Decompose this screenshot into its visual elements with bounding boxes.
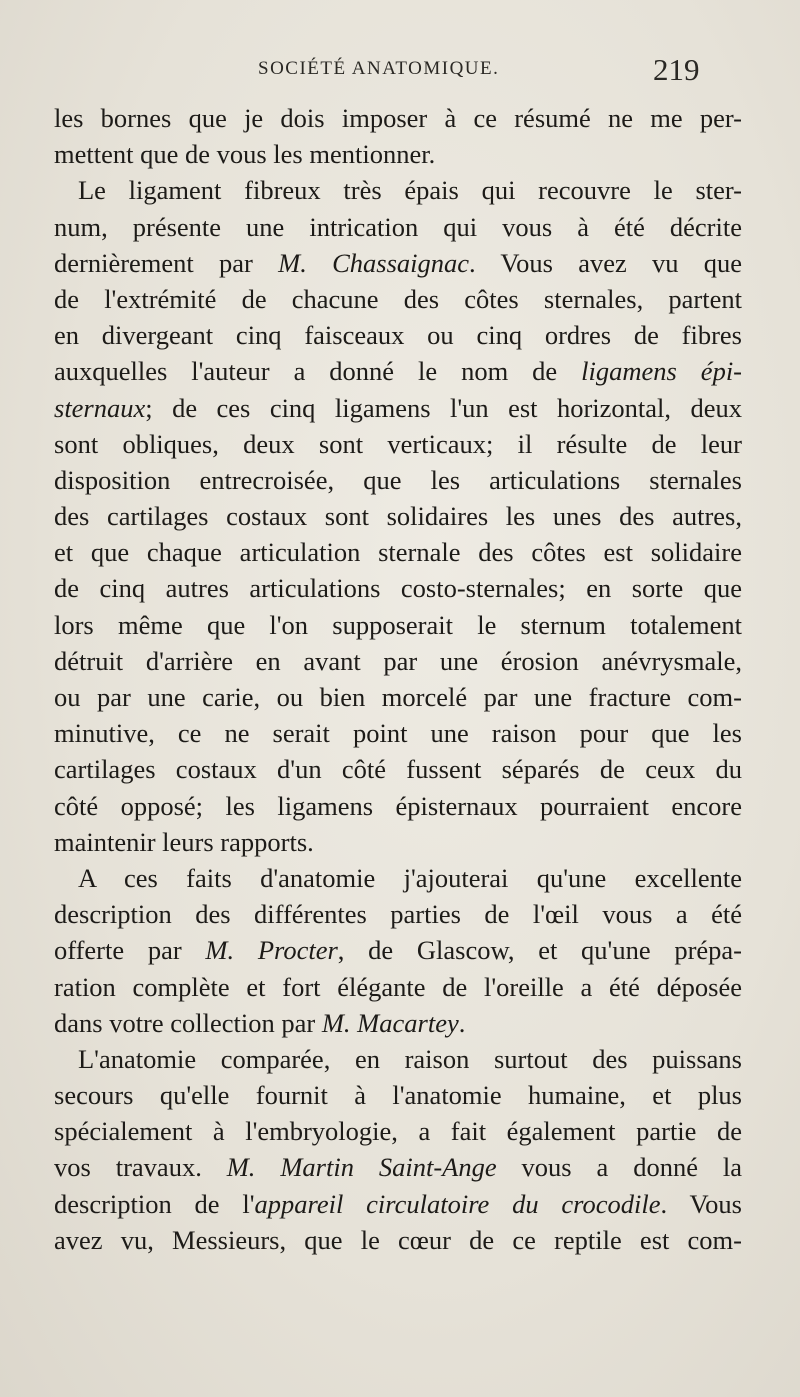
text-span: de l'extrémité de chacune des côtes sternales, partent [54,283,742,314]
text-span: disposition entrecroisée, que les articulations sternales [54,464,742,495]
text-span: A ces faits d'anatomie j'ajouterai qu'une excellente [78,862,742,893]
text-span: des cartilages costaux sont solidaires les unes des autres, [54,501,742,532]
text-line [54,390,742,426]
body-text [54,100,742,1258]
text-line [54,896,742,932]
text-line [54,1149,742,1185]
text-line [54,679,742,715]
text-line [54,426,742,462]
running-head: SOCIÉTÉ ANATOMIQUE. [258,58,500,79]
text-line [54,498,742,534]
text-line [54,788,742,824]
italic-span: M. Martin Saint-Ange [226,1152,497,1183]
text-line [54,715,742,751]
text-line [54,860,742,896]
text-span: vos travaux. [54,1152,227,1183]
text-span: côté opposé; les ligamens épisternaux pourraient encore [54,790,742,821]
text-span: détruit d'arrière en avant par une érosion anévrysmale, [54,645,742,676]
text-line [54,317,742,353]
text-span: dernièrement par [54,247,279,278]
italic-span: ligamens épi- [581,356,742,387]
italic-span: M. Chassaignac [278,247,470,278]
italic-span: sternaux [54,392,146,423]
text-line [54,245,742,281]
text-span: L'anatomie comparée, en raison surtout des puissans [78,1043,742,1074]
text-line [54,751,742,787]
italic-span: appareil circulatoire du crocodile [254,1188,661,1219]
text-span: ration complète et fort élégante de l'oreille a été déposée [54,971,742,1002]
text-line [54,570,742,606]
text-span: . Vous avez vu que [469,247,743,278]
text-line [54,607,742,643]
text-line [54,1005,742,1041]
text-line [54,969,742,1005]
page-number: 219 [653,52,700,87]
text-line [54,1186,742,1222]
text-line [54,172,742,208]
text-span: en divergeant cinq faisceaux ou cinq ordres de fibres [54,320,742,351]
text-span: . [458,1007,466,1038]
text-span: , de Glascow, et qu'une prépa- [337,935,742,966]
text-span: minutive, ce ne serait point une raison pour que les [54,718,742,749]
text-span: avez vu, Messieurs, que le cœur de ce reptile est com- [54,1224,742,1255]
text-span: cartilages costaux d'un côté fussent séparés de ceux du [54,754,742,785]
text-span: sont obliques, deux sont verticaux; il résulte de leur [54,428,742,459]
text-line [54,1041,742,1077]
text-line [54,281,742,317]
text-span: spécialement à l'embryologie, a fait également partie de [54,1116,742,1147]
text-span: description de l' [54,1188,255,1219]
text-span: de cinq autres articulations costo-sternales; en sorte que [54,573,742,604]
text-span: . Vous [660,1188,742,1219]
text-span: Le ligament fibreux très épais qui recouvre le ster- [78,175,742,206]
text-span: dans votre collection par [54,1007,322,1038]
text-span: maintenir leurs rapports. [54,826,314,857]
text-line [54,462,742,498]
text-line [54,932,742,968]
text-line [54,209,742,245]
text-line [54,534,742,570]
text-line [54,1113,742,1149]
italic-span: M. Procter [205,935,338,966]
text-line [54,353,742,389]
text-line [54,1077,742,1113]
text-span: num, présente une intrication qui vous à été décrite [54,211,742,242]
text-span: les bornes que je dois imposer à ce résumé ne me per- [54,103,742,133]
text-span: offerte par [54,935,206,966]
text-line [54,824,742,860]
text-span: ou par une carie, ou bien morcelé par une fracture com- [54,682,742,712]
text-span: vous a donné la [496,1152,742,1183]
text-span: auxquelles l'auteur a donné le nom de [54,356,582,387]
text-line [54,643,742,679]
text-span: et que chaque articulation sternale des côtes est solidaire [54,537,742,568]
text-span: lors même que l'on supposerait le sternum totalement [54,609,742,640]
text-span: mettent que de vous les mentionner. [54,139,436,170]
text-line [54,100,742,136]
text-span: description des différentes parties de l'œil vous a été [54,899,742,930]
italic-span: M. Macartey [321,1007,459,1038]
text-span: secours qu'elle fournit à l'anatomie humaine, et plus [54,1080,742,1111]
text-line [54,1222,742,1258]
text-line [54,136,742,172]
text-span: ; de ces cinq ligamens l'un est horizontal, deux [145,392,742,423]
